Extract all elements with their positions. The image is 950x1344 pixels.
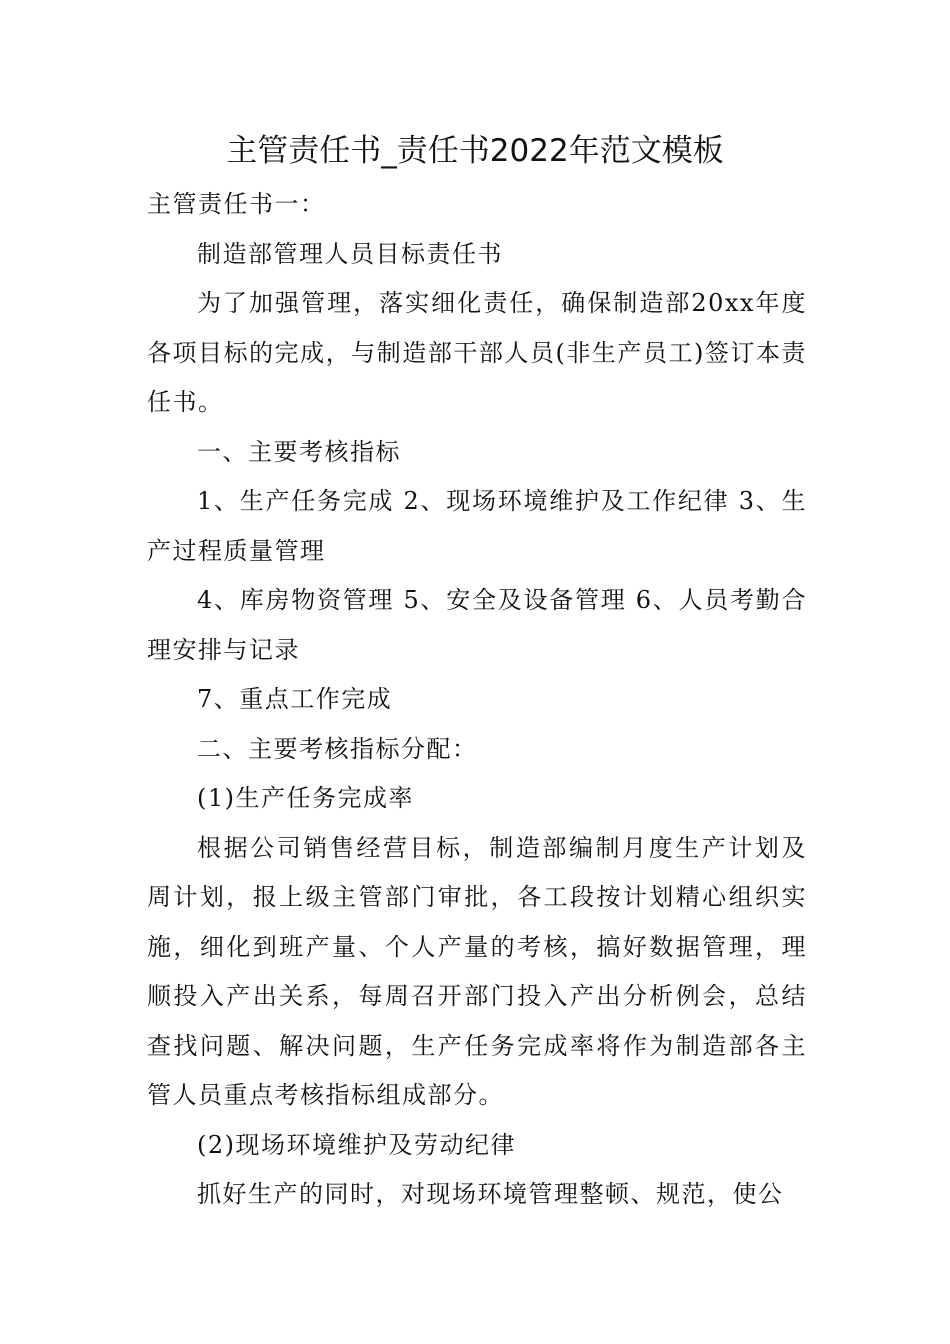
indicator-list-2: 4、库房物资管理 5、安全及设备管理 6、人员考勤合理安排与记录 (147, 586, 807, 664)
section-heading-1: 一、主要考核指标 (197, 437, 401, 466)
indicator-list-1: 1、生产任务完成 2、现场环境维护及工作纪律 3、生产过程质量管理 (147, 487, 807, 565)
subsection-heading-1: (1)生产任务完成率 (197, 784, 414, 812)
paragraph-heading-1: 主管责任书一： (147, 190, 326, 218)
section-heading-2: 二、主要考核指标分配： (197, 734, 478, 763)
indicator-list-3: 7、重点工作完成 (197, 685, 393, 713)
paragraph-subtitle: 制造部管理人员目标责任书 (197, 239, 503, 268)
document-body (147, 180, 807, 1220)
paragraph-intro: 为了加强管理，落实细化责任，确保制造部20xx年度各项目标的完成，与制造部干部人员(非生产员工)签订本责任书。 (147, 289, 807, 416)
subsection-heading-2: (2)现场环境维护及劳动纪律 (197, 1130, 516, 1159)
document-title: 主管责任书_责任书2022年范文模板 (226, 133, 724, 169)
paragraph-environment: 抓好生产的同时，对现场环境管理整顿、规范，使公 (197, 1180, 784, 1208)
paragraph-production-rate: 根据公司销售经营目标，制造部编制月度生产计划及周计划，报上级主管部门审批，各工段按计划精心组织实施，细化到班产量、个人产量的考核，搞好数据管理，理顺投入产出关系，每周召开部门投入产出分析例会，总结查找问题、解决问题，生产任务完成率将作为制造部各主管人员重点考核指标组成部分。 (147, 833, 807, 1109)
